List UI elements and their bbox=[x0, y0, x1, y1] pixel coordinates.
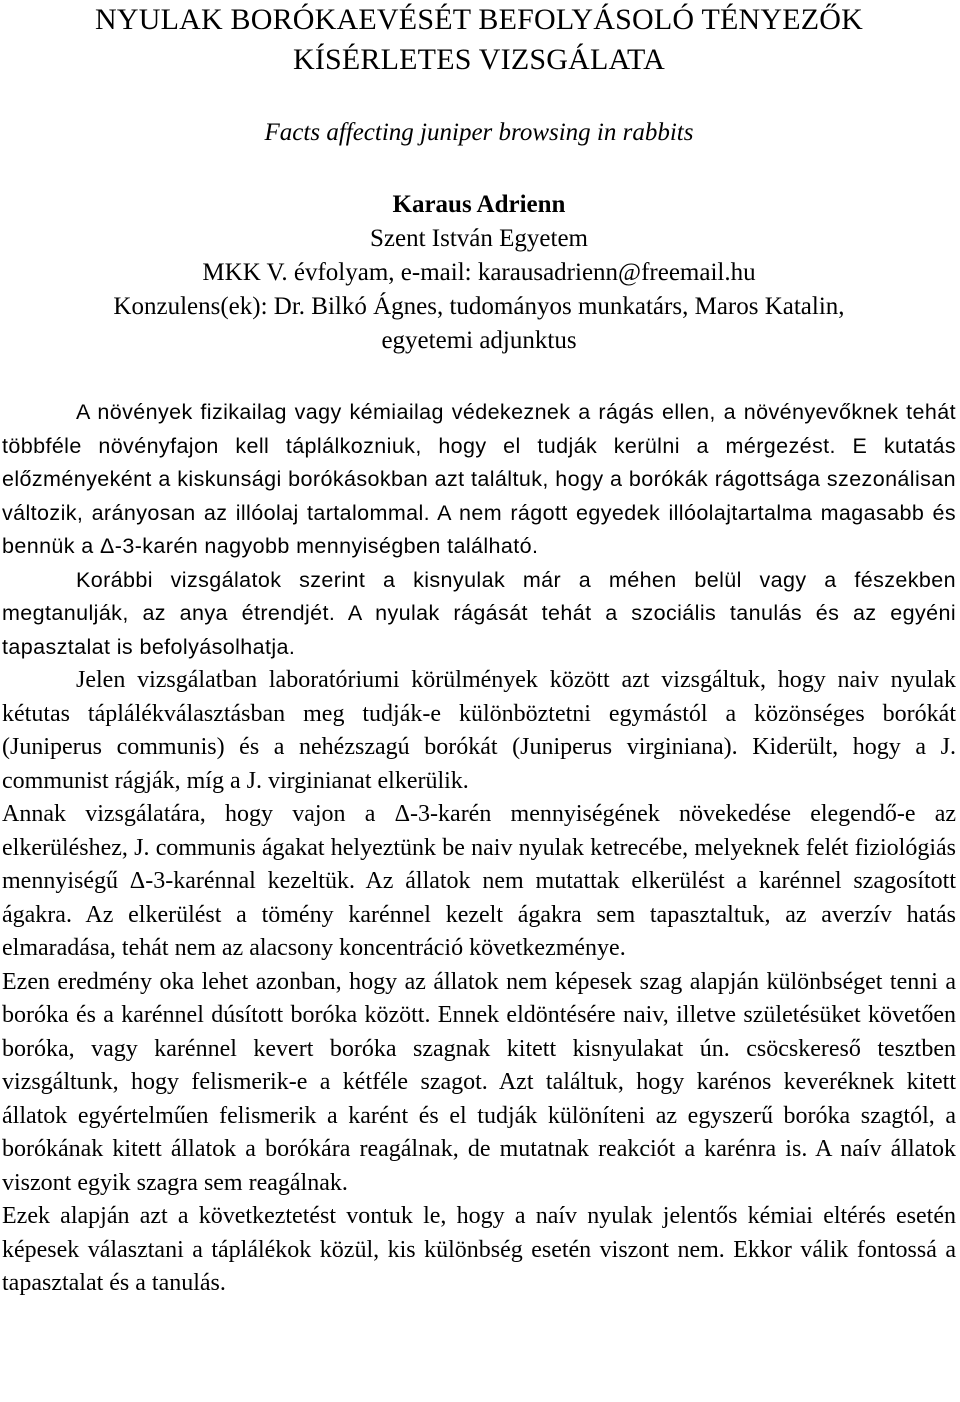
consultants-line-1: Konzulens(ek): Dr. Bilkó Ágnes, tudományos munkatárs, Maros Katalin, bbox=[113, 293, 845, 320]
consultants-line-2: egyetemi adjunktus bbox=[381, 327, 577, 354]
paragraph-3: Jelen vizsgálatban laboratóriumi körülmények között azt vizsgáltuk, hogy naiv nyulak kétutas táplálékválasztásban meg tudják-e különböztetni egymástól a közönséges borókát (Juniperus communis) és a nehézszagú borókát (Juniperus virginiana). Kiderült, hogy a J. communist rágják, míg a J. virginianat elkerülik. bbox=[2, 667, 956, 794]
paragraph-2: Korábbi vizsgálatok szerint a kisnyulak már a méhen belül vagy a fészekben megtanulják, az anya étrendjét. A nyulak rágását tehát a szociális tanulás és az egyéni tapasztalat is befolyásolhatja. bbox=[2, 567, 956, 659]
english-subtitle: Facts affecting juniper browsing in rabbits bbox=[264, 119, 694, 146]
paragraph-6: Ezek alapján azt a következtetést vontuk le, hogy a naív nyulak jelentős kémiai eltérés esetén képesek választani a táplálékok közül, kis különbség esetén viszont nem. Ekkor válik fontossá a tapasztalat és a tanulás. bbox=[2, 1203, 956, 1296]
title-line-1: NYULAK BORÓKAEVÉSÉT BEFOLYÁSOLÓ TÉNYEZŐK bbox=[94, 3, 864, 36]
author-block bbox=[2, 188, 956, 358]
author-course-email: MKK V. évfolyam, e-mail: karausadrienn@freemail.hu bbox=[202, 259, 756, 286]
author-name: Karaus Adrienn bbox=[392, 191, 566, 218]
abstract-body bbox=[2, 396, 956, 1301]
paper-title bbox=[2, 0, 956, 80]
paragraph-1: A növények fizikailag vagy kémiailag védekeznek a rágás ellen, a növényevőknek tehát többféle növényfajon kell táplálkozniuk, hogy el tudják kerülni a mérgezést. E kutatás előzményeként a kiskunsági borókásokban azt találtuk, hogy a borókák rágottsága szezonálisan változik, arányosan az illóolaj tartalommal. A nem rágott egyedek illóolajtartalma magasabb és bennük a Δ-3-karén nagyobb mennyiségben található. bbox=[2, 400, 956, 558]
title-line-2: KÍSÉRLETES VIZSGÁLATA bbox=[292, 43, 666, 76]
paragraph-5: Ezen eredmény oka lehet azonban, hogy az állatok nem képesek szag alapján különbséget tenni a boróka és a karénnel dúsított boróka között. Ennek eldöntésére naiv, illetve születésüket követően boróka, vagy karénnel kevert boróka szagnak kitett kisnyulakat ún. csöcskereső tesztben vizsgáltunk, hogy felismerik-e a kétféle szagot. Azt találtuk, hogy karénos keveréknek kitett állatok egyértelműen felismerik a karént és el tudják különíteni az egyszerű boróka szagtól, a borókának kitett állatok a borókára reagálnak, de mutatnak reakciót a karénra is. A naív állatok viszont egyik szagra sem reagálnak. bbox=[2, 968, 956, 1196]
paragraph-4: Annak vizsgálatára, hogy vajon a Δ-3-karén mennyiségének növekedése elegendő-e az elkerüléshez, J. communis ágakat helyeztünk be naiv nyulak ketrecébe, melyeknek felét fiziológiás mennyiségű Δ-3-karénnal kezeltük. Az állatok nem mutattak elkerülést a karénnel szagosított ágakra. Az elkerülést a tömény karénnel kezelt ágakra sem tapasztaltuk, az averzív hatás elmaradása, tehát nem az alacsony koncentráció következménye. bbox=[2, 801, 956, 961]
author-institution: Szent István Egyetem bbox=[370, 225, 588, 252]
